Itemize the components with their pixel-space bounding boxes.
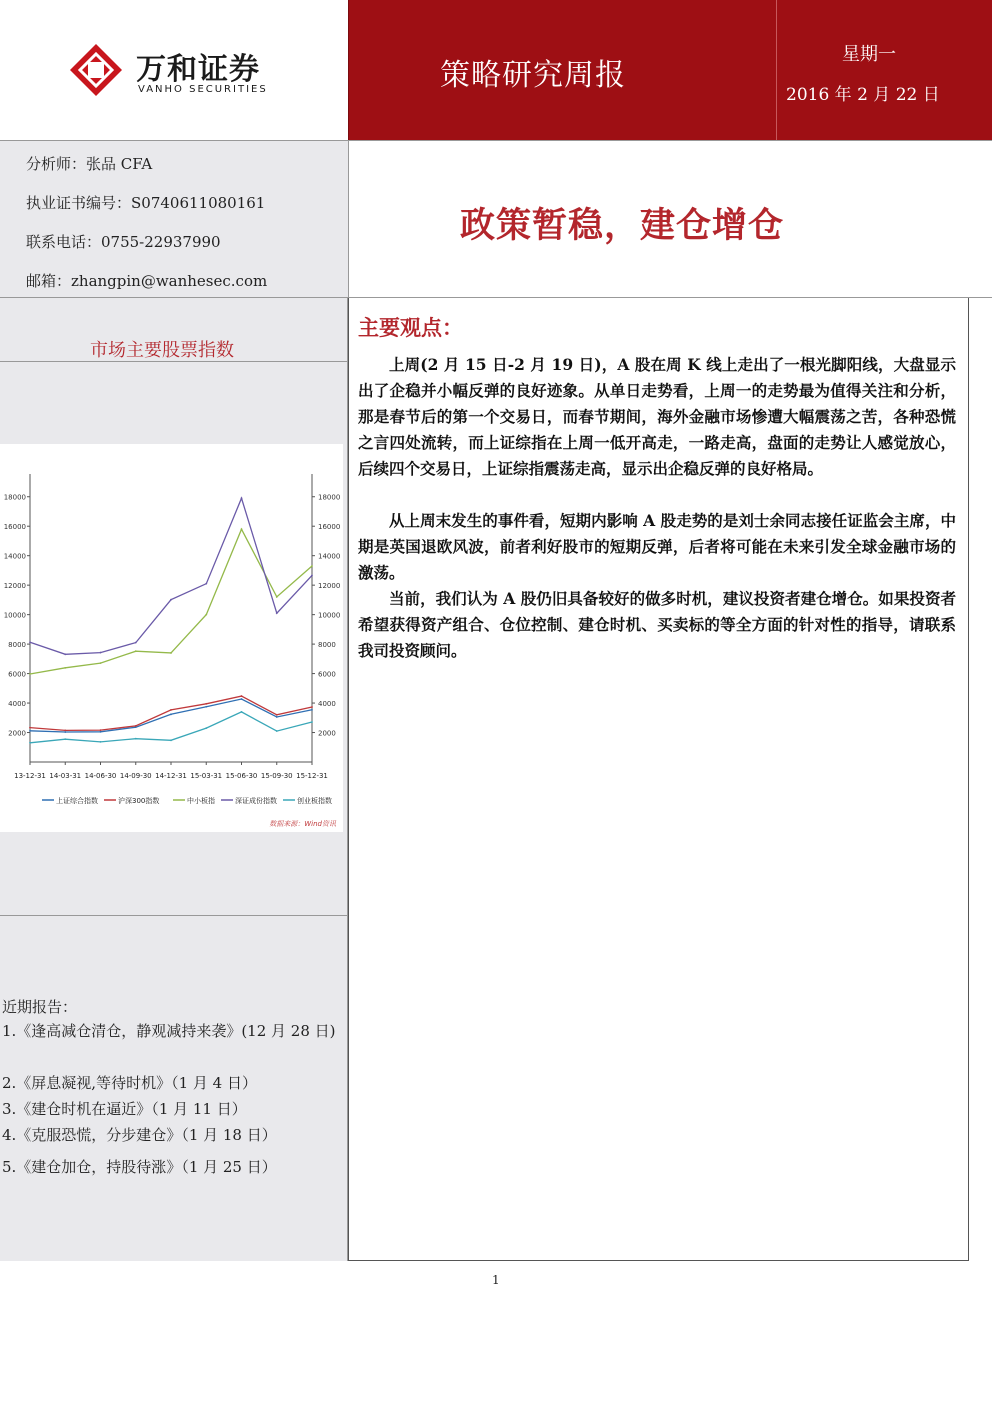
- data-point: [29, 730, 31, 732]
- data-point: [276, 730, 278, 732]
- y-tick-label-left: 10000: [3, 611, 26, 620]
- recent-report-item: 2.《屏息凝视,等待时机》（1 月 4 日）: [2, 1074, 257, 1092]
- data-point: [135, 738, 137, 740]
- data-point: [205, 583, 207, 585]
- data-point: [135, 725, 137, 727]
- report-date: 2016 年 2 月 22 日: [786, 85, 940, 105]
- y-tick-label-right: 12000: [318, 582, 341, 591]
- data-point: [64, 653, 66, 655]
- data-point: [205, 703, 207, 705]
- banner-divider: [776, 0, 777, 140]
- y-tick-label-right: 6000: [318, 670, 336, 679]
- data-point: [29, 641, 31, 643]
- data-point: [170, 599, 172, 601]
- data-point: [100, 662, 102, 664]
- data-point: [100, 731, 102, 733]
- chart-source: 数据来源：Wind资讯: [269, 820, 336, 828]
- y-tick-label-left: 18000: [3, 493, 26, 502]
- main-title: 政策暂稳，建仓增仓: [460, 205, 785, 246]
- data-point: [135, 650, 137, 652]
- data-point: [276, 714, 278, 716]
- data-point: [170, 709, 172, 711]
- data-point: [276, 716, 278, 718]
- data-point: [100, 741, 102, 743]
- data-point: [170, 652, 172, 654]
- data-point: [29, 727, 31, 729]
- y-tick-label-right: 16000: [318, 523, 341, 532]
- data-point: [241, 497, 243, 499]
- main-paragraph: 从上周末发生的事件看，短期内影响 A 股走势的是刘士余同志接任证监会主席，中期是英国退欧风波，前者利好股市的短期反弹，后者将可能在未来引发全球金融市场的激荡。: [358, 511, 956, 582]
- data-point: [205, 727, 207, 729]
- x-tick-label: 15-06-30: [225, 772, 258, 780]
- report-type-title: 策略研究周报: [440, 58, 626, 93]
- legend-label: 上证综合指数: [56, 797, 98, 805]
- data-point: [100, 652, 102, 654]
- x-tick-label: 14-03-31: [49, 772, 82, 780]
- data-point: [29, 673, 31, 675]
- y-tick-label-right: 14000: [318, 552, 341, 561]
- data-point: [29, 742, 31, 744]
- y-tick-label-left: 12000: [3, 582, 26, 591]
- data-point: [241, 528, 243, 530]
- main-points-heading: 主要观点：: [358, 315, 463, 340]
- x-tick-label: 14-12-31: [155, 772, 187, 780]
- data-point: [64, 729, 66, 731]
- y-tick-label-right: 2000: [318, 729, 336, 738]
- x-tick-label: 14-09-30: [119, 772, 152, 780]
- main-paragraph: 上周(2 月 15 日-2 月 19 日)，A 股在周 K 线上走出了一根光脚阳线，大盘显示出了企稳并小幅反弹的良好迹象。从单日走势看，上周一的走势最为值得关注和分析，那是春节后的第一个交易日，而春节期间，海外金融市场惨遭大幅震荡之苦，各种恐慌之言四处流转，而上证综指在上周一低开高走，一路走高，盘面的走势让人感觉放心，后续四个交易日，上证综指震荡走高，显示出企稳反弹的良好格局。: [358, 355, 956, 478]
- y-tick-label-left: 8000: [8, 641, 26, 650]
- logo-chinese-text: 万和证券: [136, 52, 260, 87]
- legend-label: 中小板指: [187, 797, 215, 805]
- y-tick-label-left: 16000: [3, 523, 26, 532]
- data-point: [64, 731, 66, 733]
- logo-area: [0, 0, 348, 140]
- recent-report-item: 5.《建仓加仓，持股待涨》（1 月 25 日）: [2, 1158, 277, 1176]
- data-point: [205, 614, 207, 616]
- data-point: [241, 695, 243, 697]
- data-point: [311, 565, 313, 567]
- y-tick-label-left: 2000: [8, 729, 26, 738]
- recent-reports-title: 近期报告：: [2, 998, 78, 1016]
- y-tick-label-left: 14000: [3, 552, 26, 561]
- data-point: [311, 706, 313, 708]
- legend-label: 沪深300指数: [118, 797, 160, 805]
- series-line: [30, 712, 312, 743]
- x-tick-label: 15-12-31: [296, 772, 328, 780]
- recent-report-item: 4.《克服恐慌，分步建仓》（1 月 18 日）: [2, 1126, 277, 1144]
- analyst-license: 执业证书编号：S0740611080161: [26, 194, 266, 212]
- analyst-phone: 联系电话：0755-22937990: [26, 233, 221, 251]
- sidebar-divider: [0, 915, 348, 916]
- data-point: [64, 738, 66, 740]
- data-point: [64, 667, 66, 669]
- series-line: [30, 498, 312, 654]
- x-tick-label: 15-09-30: [260, 772, 293, 780]
- index-chart-svg: [0, 444, 343, 832]
- legend-label: 创业板指数: [297, 797, 332, 805]
- data-point: [311, 721, 313, 723]
- data-point: [241, 711, 243, 713]
- index-section-header: [0, 298, 348, 362]
- data-point: [100, 729, 102, 731]
- y-tick-label-right: 8000: [318, 641, 336, 650]
- analyst-info-panel: [0, 140, 348, 298]
- recent-report-item: 1.《逢高减仓清仓，静观减持来袭》(12 月 28 日): [2, 1022, 336, 1040]
- y-tick-label-right: 18000: [318, 493, 341, 502]
- analyst-name: 分析师：张品 CFA: [26, 155, 153, 173]
- y-tick-label-right: 4000: [318, 700, 336, 709]
- data-point: [170, 713, 172, 715]
- company-logo: [52, 38, 292, 102]
- data-point: [135, 642, 137, 644]
- recent-report-item: 3.《建仓时机在逼近》（1 月 11 日）: [2, 1100, 247, 1118]
- x-tick-label: 15-03-31: [190, 772, 223, 780]
- main-paragraph: 当前，我们认为 A 股仍旧具备较好的做多时机，建议投资者建仓增仓。如果投资者希望获得资产组合、仓位控制、建仓时机、买卖标的等全方面的针对性的指导，请联系我司投资顾问。: [358, 589, 956, 660]
- logo-english-text: VANHO SECURITIES: [138, 84, 268, 95]
- legend-label: 深证成份指数: [235, 797, 277, 805]
- report-weekday: 星期一: [842, 44, 896, 65]
- analyst-email: 邮箱：zhangpin@wanhesec.com: [26, 272, 268, 290]
- x-tick-label: 14-06-30: [84, 772, 117, 780]
- y-tick-label-left: 6000: [8, 670, 26, 679]
- y-tick-label-left: 4000: [8, 700, 26, 709]
- data-point: [170, 739, 172, 741]
- data-point: [276, 612, 278, 614]
- data-point: [241, 698, 243, 700]
- index-section-title: 市场主要股票指数: [90, 340, 234, 361]
- data-point: [276, 596, 278, 598]
- data-point: [205, 706, 207, 708]
- index-chart: [0, 444, 343, 832]
- data-point: [311, 709, 313, 711]
- page-number: 1: [492, 1273, 500, 1287]
- x-tick-label: 13-12-31: [14, 772, 46, 780]
- data-point: [311, 574, 313, 576]
- y-tick-label-right: 10000: [318, 611, 341, 620]
- logo-mark-icon: [68, 42, 124, 98]
